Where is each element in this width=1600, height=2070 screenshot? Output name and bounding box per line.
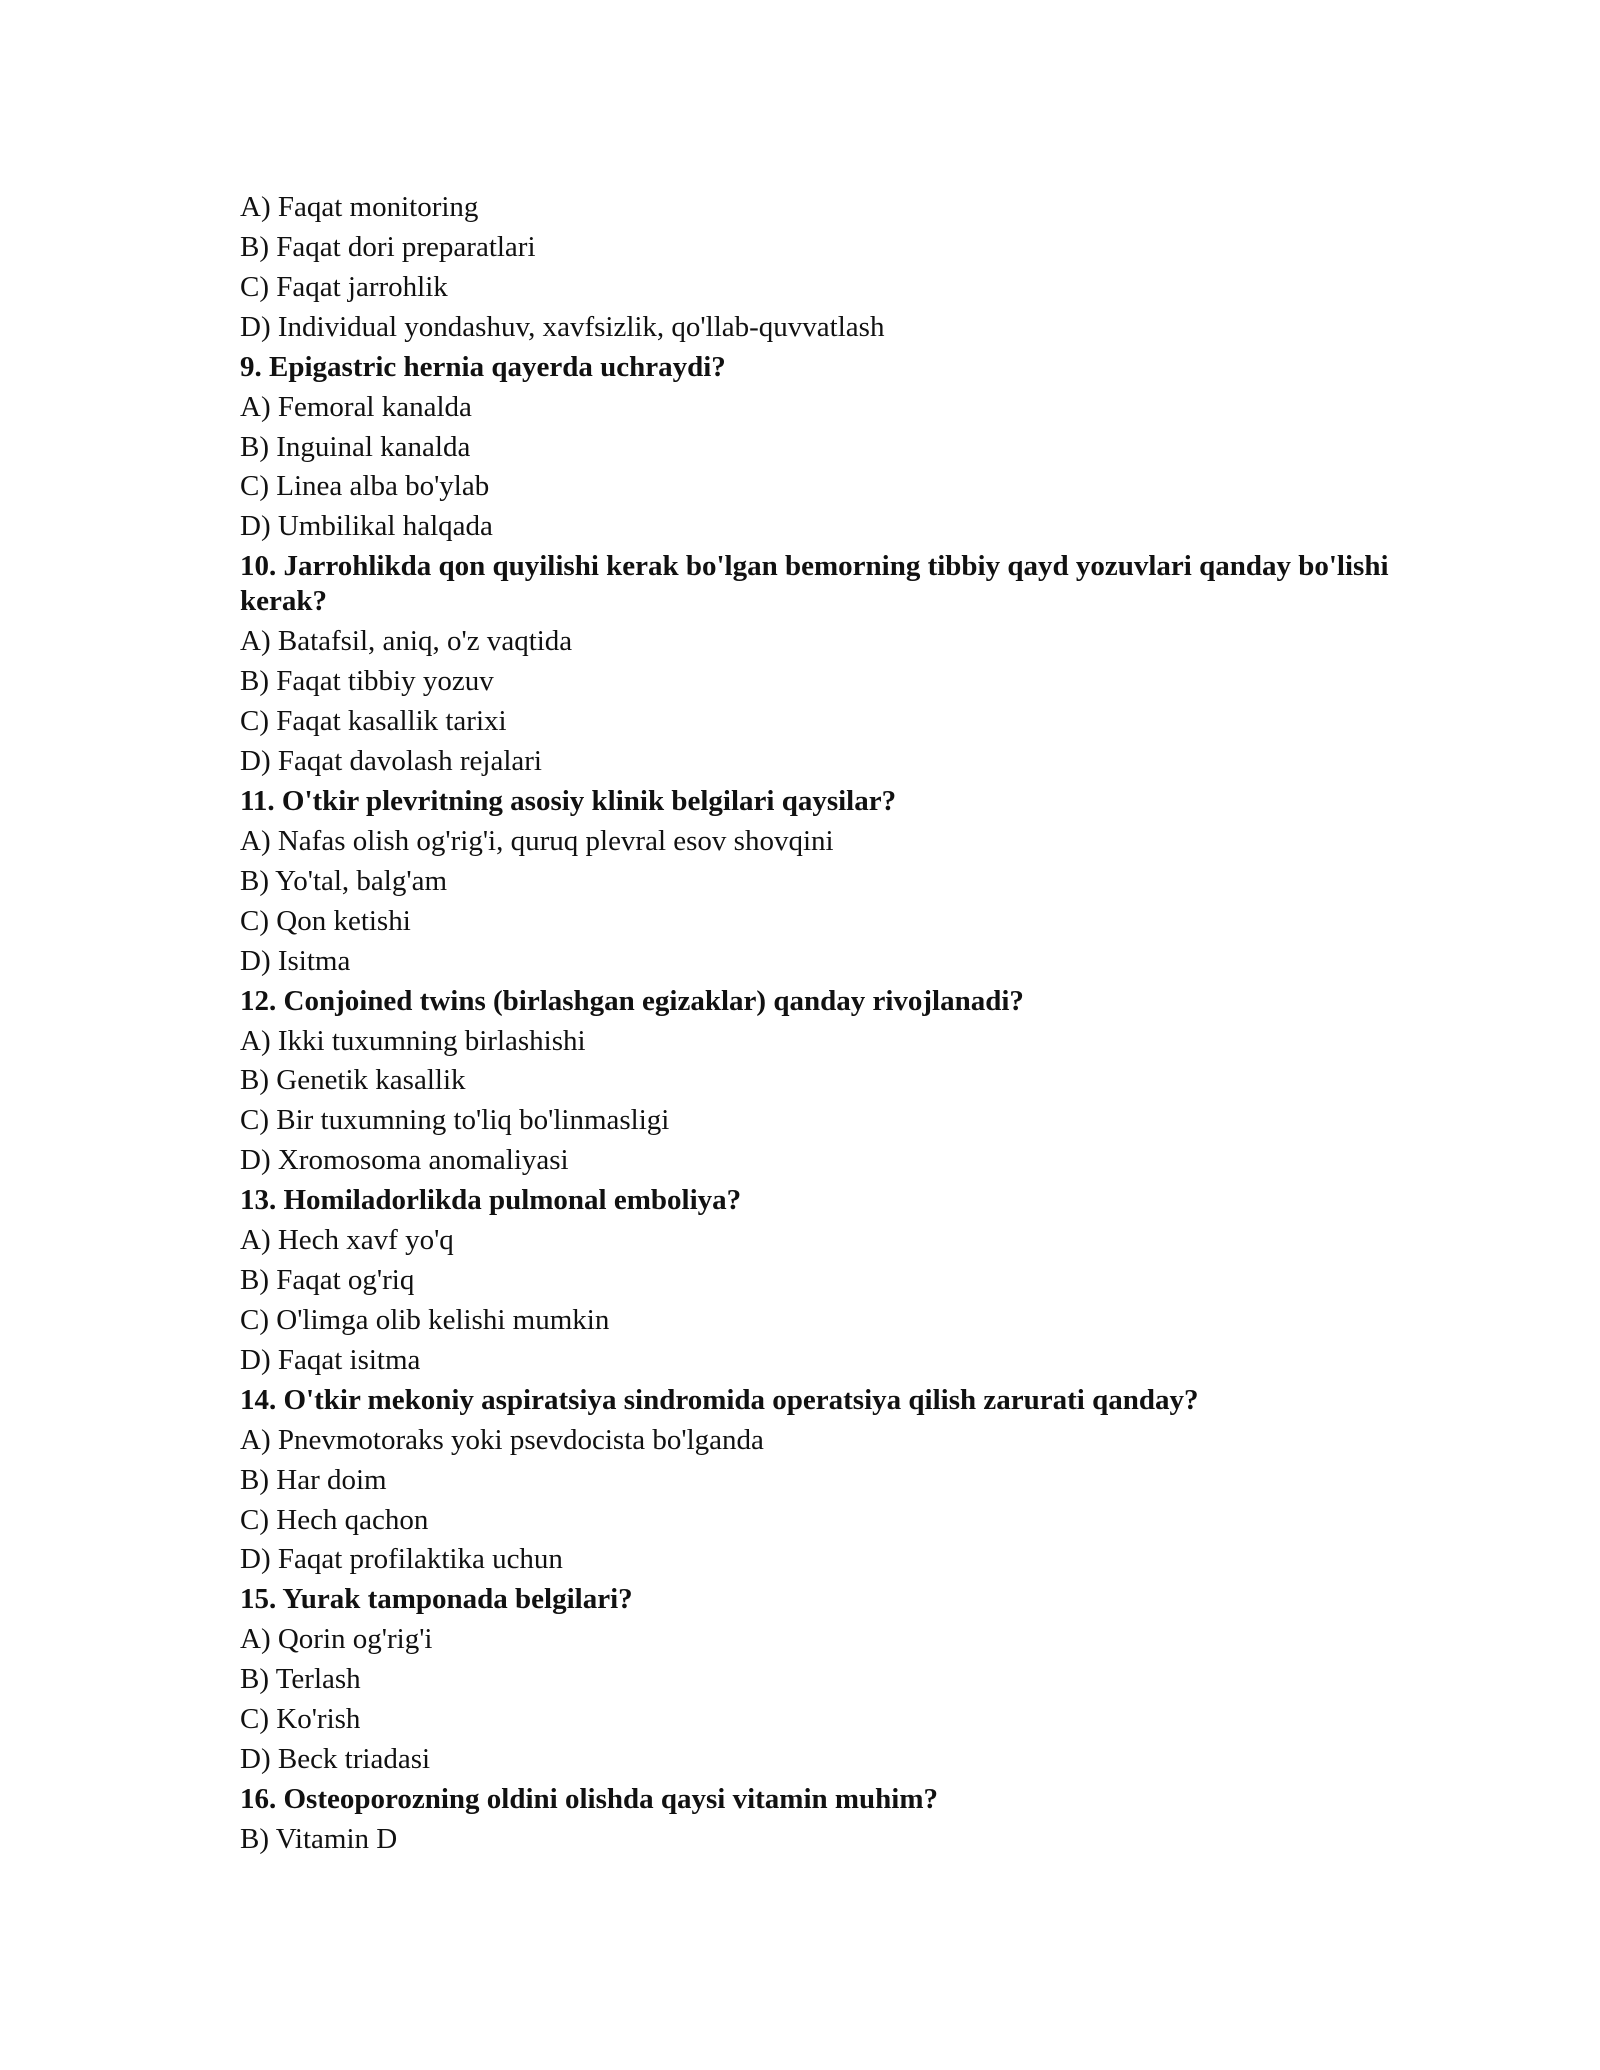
question-12-option-d: D) Xromosoma anomaliyasi: [240, 1144, 569, 1177]
question-14-option-b: B) Har doim: [240, 1463, 387, 1496]
question-9-option-a: A) Femoral kanalda: [240, 390, 472, 423]
question-9: 9. Epigastric hernia qayerda uchraydi?: [240, 350, 726, 383]
question-15: 15. Yurak tamponada belgilari?: [240, 1583, 633, 1616]
question-15-option-a: A) Qorin og'rig'i: [240, 1623, 433, 1656]
question-15-option-b: B) Terlash: [240, 1663, 361, 1696]
question-11-option-c: C) Qon ketishi: [240, 904, 411, 937]
lead-option-a: A) Faqat monitoring: [240, 191, 479, 223]
question-9-option-d: D) Umbilikal halqada: [240, 510, 493, 543]
question-14: 14. O'tkir mekoniy aspiratsiya sindromida operatsiya qilish zarurati qanday?: [240, 1383, 1199, 1416]
question-14-option-a: A) Pnevmotoraks yoki psevdocista bo'lganda: [240, 1423, 764, 1456]
document-page: [240, 188, 1420, 1860]
question-10-option-b: B) Faqat tibbiy yozuv: [240, 665, 494, 698]
question-13-option-b: B) Faqat og'riq: [240, 1264, 415, 1297]
question-14-option-c: C) Hech qachon: [240, 1503, 429, 1536]
question-16-option-b: B) Vitamin D: [240, 1823, 398, 1855]
question-11-option-d: D) Isitma: [240, 944, 351, 977]
question-13: 13. Homiladorlikda pulmonal emboliya?: [240, 1184, 742, 1217]
question-12-option-c: C) Bir tuxumning to'liq bo'linmasligi: [240, 1104, 670, 1137]
question-9-option-c: C) Linea alba bo'ylab: [240, 470, 490, 503]
question-11-option-a: A) Nafas olish og'rig'i, quruq plevral esov shovqini: [240, 824, 834, 857]
question-10-option-d: D) Faqat davolash rejalari: [240, 744, 542, 777]
question-13-option-c: C) O'limga olib kelishi mumkin: [240, 1303, 610, 1336]
lead-option-c: C) Faqat jarrohlik: [240, 270, 448, 303]
question-13-option-d: D) Faqat isitma: [240, 1343, 421, 1376]
question-12-option-b: B) Genetik kasallik: [240, 1064, 466, 1097]
question-15-option-d: D) Beck triadasi: [240, 1743, 431, 1776]
lead-option-b: B) Faqat dori preparatlari: [240, 230, 536, 263]
question-10: 10. Jarrohlikda qon quyilishi kerak bo'lgan bemorning tibbiy qayd yozuvlari qanday bo'lishi kerak?: [240, 550, 1389, 618]
question-13-option-a: A) Hech xavf yo'q: [240, 1224, 454, 1257]
question-14-option-d: D) Faqat profilaktika uchun: [240, 1543, 563, 1576]
question-11-option-b: B) Yo'tal, balg'am: [240, 864, 448, 897]
lead-option-d: D) Individual yondashuv, xavfsizlik, qo'llab-quvvatlash: [240, 310, 885, 343]
question-12: 12. Conjoined twins (birlashgan egizaklar) qanday rivojlanadi?: [240, 984, 1024, 1017]
question-11: 11. O'tkir plevritning asosiy klinik belgilari qaysilar?: [240, 784, 897, 817]
question-12-option-a: A) Ikki tuxumning birlashishi: [240, 1024, 586, 1057]
question-10-option-c: C) Faqat kasallik tarixi: [240, 705, 507, 738]
question-9-option-b: B) Inguinal kanalda: [240, 430, 471, 463]
question-15-option-c: C) Ko'rish: [240, 1703, 361, 1736]
question-16: 16. Osteoporozning oldini olishda qaysi vitamin muhim?: [240, 1783, 939, 1815]
question-10-option-a: A) Batafsil, aniq, o'z vaqtida: [240, 625, 573, 658]
